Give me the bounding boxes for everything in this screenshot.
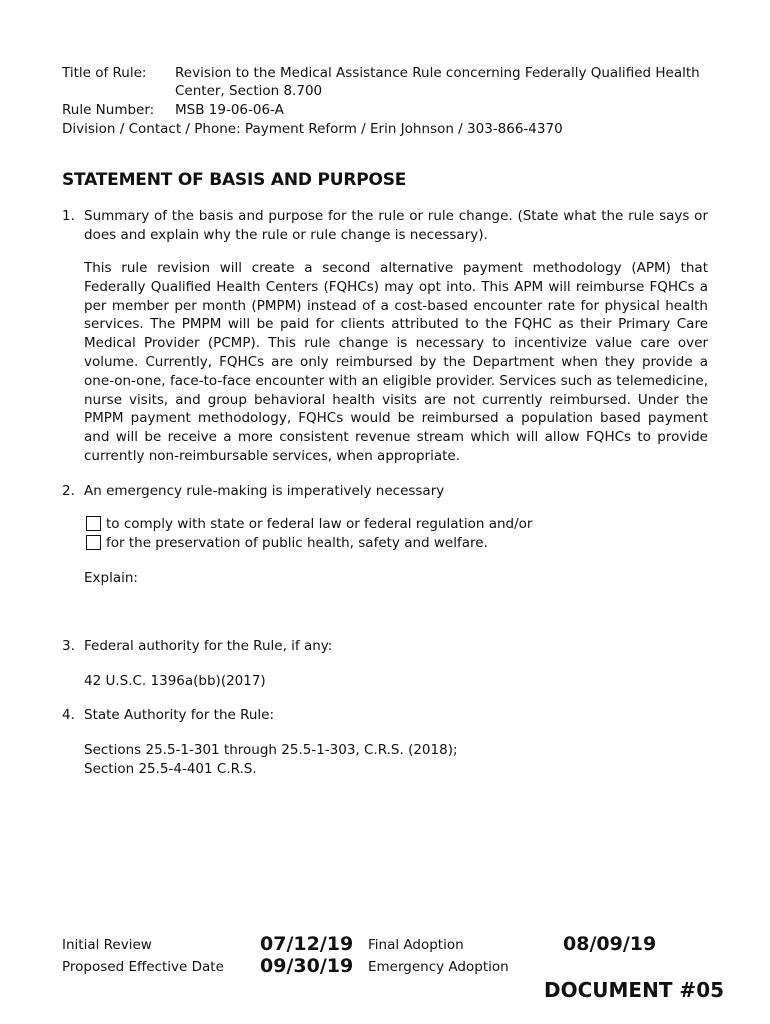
explain-label: Explain:: [84, 570, 138, 586]
page-title: STATEMENT OF BASIS AND PURPOSE: [62, 170, 407, 190]
comply-law-option-label: to comply with state or federal law or federal regulation and/or: [106, 516, 533, 532]
public-health-checkbox[interactable]: [86, 535, 101, 550]
document-number: DOCUMENT #05: [544, 978, 725, 1002]
public-health-option-label: for the preservation of public health, safety and welfare.: [106, 535, 488, 551]
state-authority-line-2: Section 25.5-4-401 C.R.S.: [84, 761, 257, 777]
final-adoption-label: Final Adoption: [368, 937, 464, 953]
federal-authority-value: 42 U.S.C. 1396a(bb)(2017): [84, 673, 266, 689]
item-1-answer: This rule revision will create a second alternative payment methodology (APM) that Federally Qualified Health Centers (FQHCs) may opt into. This APM will reimburse FQHCs a per member per month (PMPM) instead of a cost-based encounter rate for physical health services. The PMPM will be paid for clients attributed to the FQHC as their Primary Care Medical Provider (PCMP). This rule change is necessary to incentivize value care over volume. Currently, FQHCs are only reimbursed by the Department when they provide a one-on-one, face-to-face encounter with an eligible provider. Services such as telemedicine, nurse visits, and group behavioral health visits are not currently reimbursed. Under the PMPM payment methodology, FQHCs would be reimbursed a population based payment and will be receive a more consistent revenue stream which will allow FQHCs to provide currently non-reimbursable services, when appropriate.: [84, 260, 708, 464]
proposed-effective-date: 09/30/19: [260, 955, 354, 977]
item-2-question: An emergency rule-making is imperatively necessary: [84, 483, 445, 499]
title-of-rule-label: Title of Rule:: [62, 65, 147, 81]
final-adoption-date: 08/09/19: [563, 933, 657, 955]
division-contact-phone: Division / Contact / Phone: Payment Reform / Erin Johnson / 303-866-4370: [62, 121, 563, 137]
item-4-number: 4.: [62, 707, 75, 723]
initial-review-label: Initial Review: [62, 937, 152, 953]
item-2-number: 2.: [62, 483, 75, 499]
initial-review-date: 07/12/19: [260, 933, 354, 955]
title-of-rule-line-1: Revision to the Medical Assistance Rule concerning Federally Qualified Health: [175, 65, 700, 81]
rule-number-value: MSB 19-06-06-A: [175, 102, 284, 118]
item-1-number: 1.: [62, 208, 75, 224]
item-3-question: Federal authority for the Rule, if any:: [84, 638, 333, 654]
item-3-number: 3.: [62, 638, 75, 654]
item-1-question: Summary of the basis and purpose for the rule or rule change. (State what the rule says or does and explain why the rule or rule change is necessary).: [84, 208, 708, 243]
proposed-effective-date-label: Proposed Effective Date: [62, 959, 224, 975]
rule-number-label: Rule Number:: [62, 102, 155, 118]
title-of-rule-line-2: Center, Section 8.700: [175, 83, 323, 99]
item-4-question: State Authority for the Rule:: [84, 707, 275, 723]
emergency-adoption-label: Emergency Adoption: [368, 959, 509, 975]
comply-law-checkbox[interactable]: [86, 516, 101, 531]
state-authority-line-1: Sections 25.5-1-301 through 25.5-1-303, C.R.S. (2018);: [84, 742, 458, 758]
